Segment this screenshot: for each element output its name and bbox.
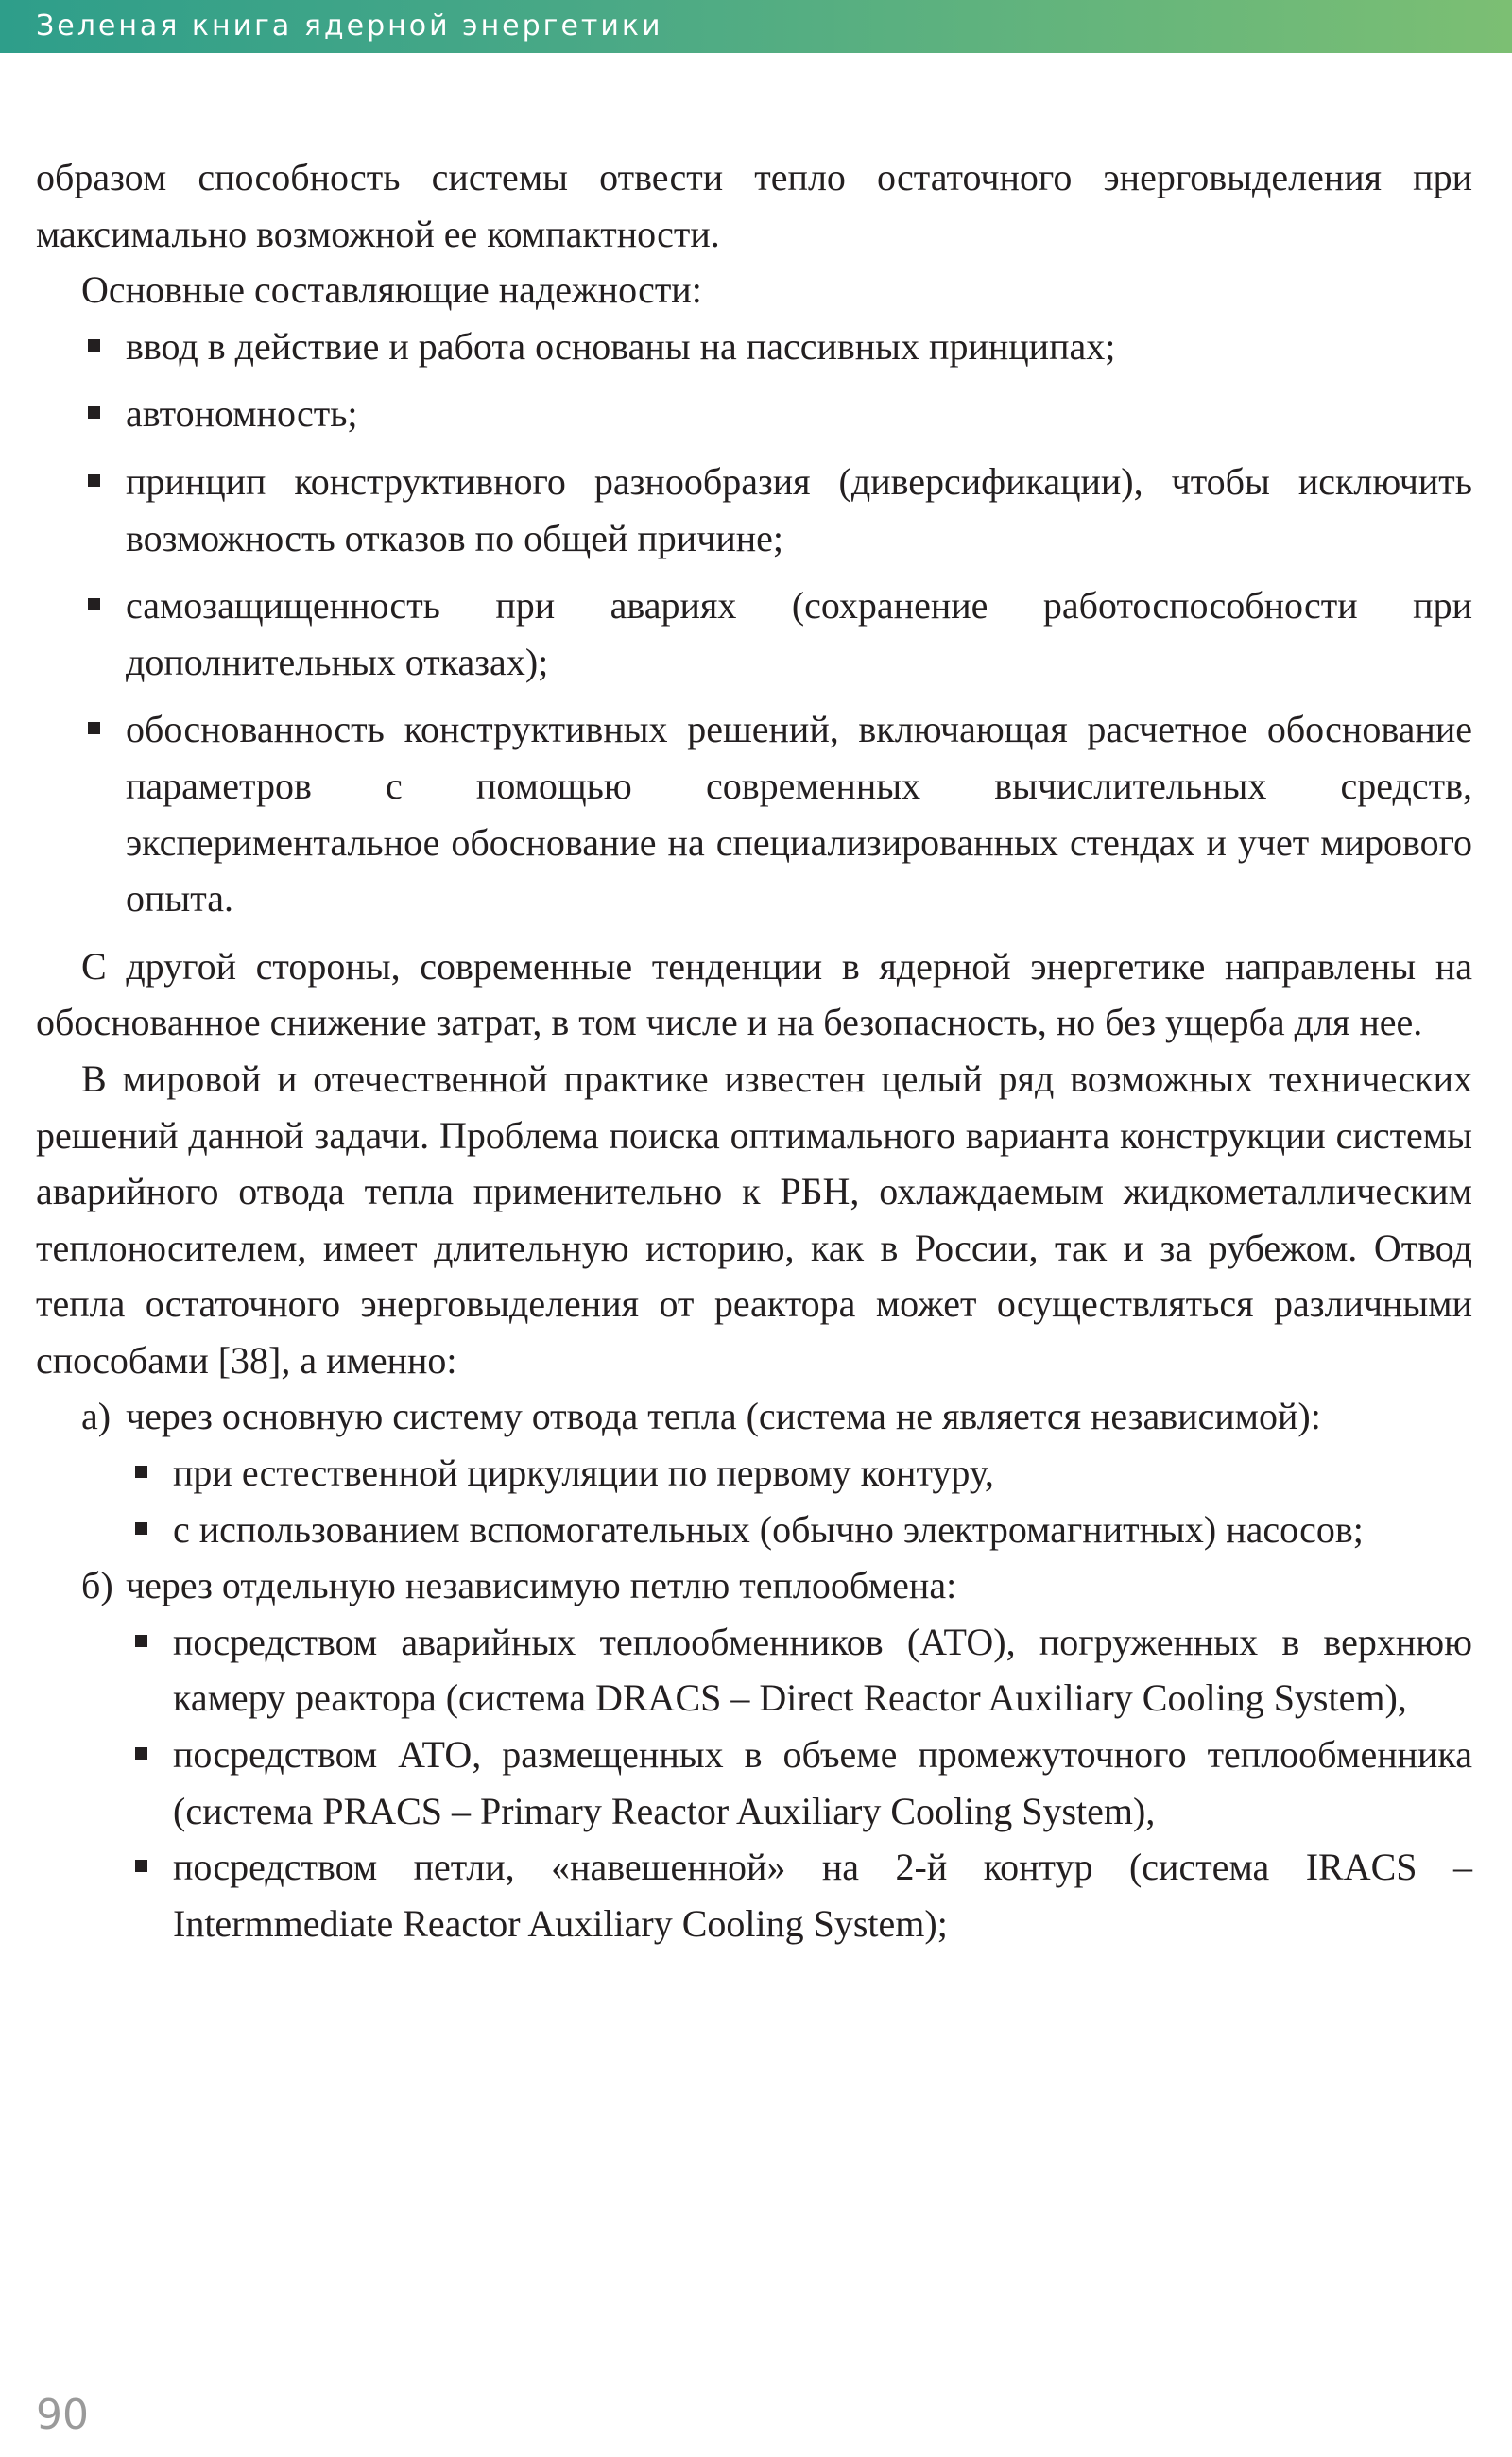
square-bullet-icon — [88, 339, 100, 352]
list-item: посредством аварийных теплообменников (АТО), погруженных в верхнюю камеру реактора (система DRACS – Direct Reactor Auxiliary Cooling System), — [173, 1614, 1472, 1727]
page-number: 90 — [36, 2391, 89, 2439]
option-b-list — [173, 1614, 1472, 1952]
square-bullet-icon — [135, 1522, 147, 1535]
list-item: при естественной циркуляции по первому контуру, — [173, 1445, 1472, 1502]
option-b-text: через отдельную независимую петлю теплообмена: — [126, 1564, 957, 1607]
list-item: обоснованность конструктивных решений, включающая расчетное обоснование параметров с помощью современных вычислительных средств, экспериментальное обоснование на специализированных стендах и учет мирового опыта. — [126, 701, 1472, 926]
list-item: посредством петли, «навешенной» на 2-й контур (система IRACS – Intermmediate Reactor Auxiliary Cooling System); — [173, 1839, 1472, 1951]
list-item: посредством АТО, размещенных в объеме промежуточного теплообменника (система PRACS – Primary Reactor Auxiliary Cooling System), — [173, 1727, 1472, 1839]
paragraph-trends: С другой стороны, современные тенденции в ядерной энергетике направлены на обоснованное снижение затрат, в том числе и на безопасность, но без ущерба для нее. — [36, 944, 1472, 1044]
square-bullet-icon — [135, 1860, 147, 1872]
list-item: с использованием вспомогательных (обычно электромагнитных) насосов; — [173, 1502, 1472, 1558]
square-bullet-icon — [135, 1635, 147, 1647]
list-item: принцип конструктивного разнообразия (диверсификации), чтобы исключить возможность отказов по общей причине; — [126, 454, 1472, 566]
page-body — [36, 149, 1472, 1951]
option-b-marker: б) — [81, 1564, 113, 1607]
option-b — [36, 1557, 1472, 1614]
running-header-title: Зеленая книга ядерной энергетики — [36, 9, 663, 43]
square-bullet-icon — [88, 722, 100, 734]
components-heading: Основные составляющие надежности: — [81, 268, 702, 312]
list-item: ввод в действие и работа основаны на пассивных принципах; — [126, 318, 1472, 375]
square-bullet-icon — [88, 406, 100, 419]
components-list — [126, 318, 1472, 927]
option-a-list — [173, 1445, 1472, 1557]
square-bullet-icon — [88, 474, 100, 487]
list-item: автономность; — [126, 386, 1472, 442]
paragraph-intro-continuation: образом способность системы отвести тепло остаточного энерговыделения при максимально возможной ее компактности. — [36, 156, 1472, 255]
paragraph-practice: В мировой и отечественной практике известен целый ряд возможных технических решений данной задачи. Проблема поиска оптимального варианта конструкции системы аварийного отвода тепла применительно к РБН, охлаждаемым жидкометаллическим теплоносителем, имеет длительную историю, как в России, так и за рубежом. Отвод тепла остаточного энерговыделения от реактора может осуществляться различными способами [38], а именно: — [36, 1057, 1472, 1382]
square-bullet-icon — [135, 1747, 147, 1760]
option-a — [36, 1388, 1472, 1445]
header-band — [0, 0, 1512, 53]
list-item: самозащищенность при авариях (сохранение работоспособности при дополнительных отказах); — [126, 577, 1472, 690]
option-a-text: через основную систему отвода тепла (система не является независимой): — [126, 1395, 1321, 1438]
square-bullet-icon — [135, 1466, 147, 1478]
option-a-marker: а) — [81, 1395, 112, 1438]
square-bullet-icon — [88, 598, 100, 610]
